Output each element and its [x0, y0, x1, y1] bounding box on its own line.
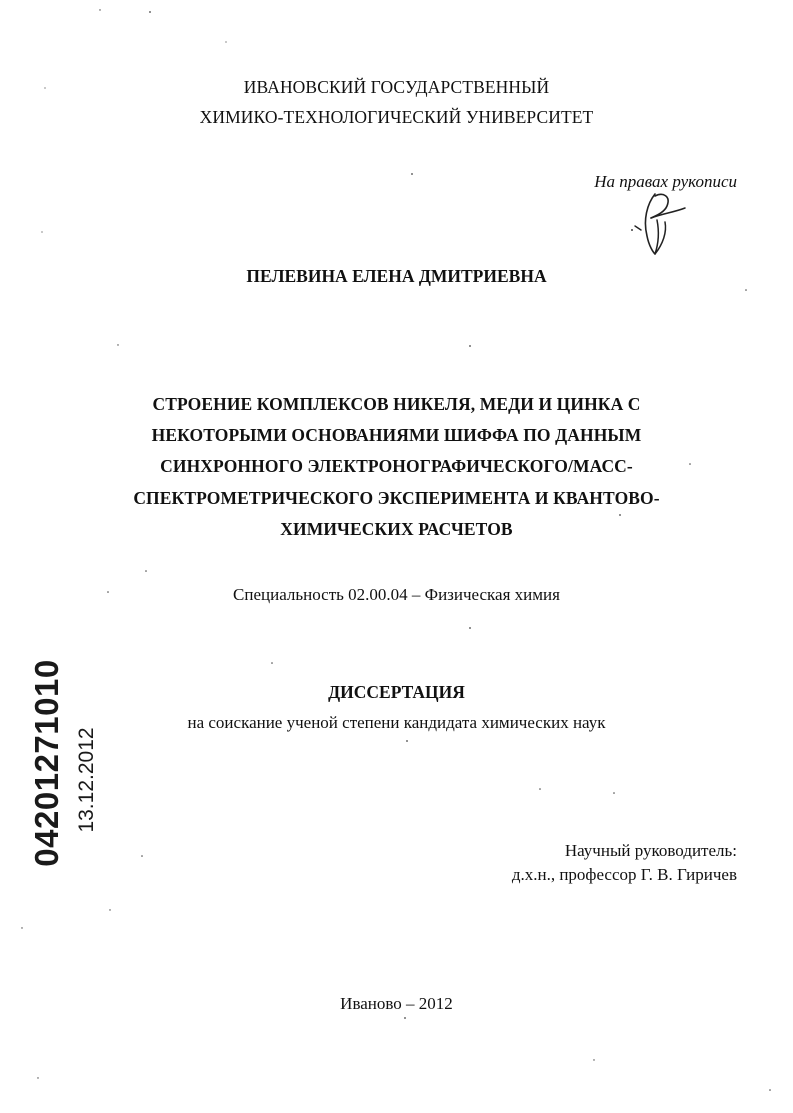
document-type: ДИССЕРТАЦИЯ	[328, 682, 465, 702]
supervisor-label: Научный руководитель:	[564, 841, 737, 860]
university-line-2: ХИМИКО-ТЕХНОЛОГИЧЕСКИЙ УНИВЕРСИТЕТ	[199, 107, 594, 127]
place-year: Иваново – 2012	[340, 994, 453, 1013]
title-line-5: ХИМИЧЕСКИХ РАСЧЕТОВ	[280, 519, 513, 539]
supervisor-name: д.х.н., профессор Г. В. Гиричев	[511, 865, 737, 884]
title-line-2: НЕКОТОРЫМИ ОСНОВАНИЯМИ ШИФФА ПО ДАННЫМ	[151, 425, 642, 445]
specialty: Специальность 02.00.04 – Физическая химия	[233, 585, 560, 604]
stamp-number: 04201271010	[28, 659, 65, 867]
university-line-1: ИВАНОВСКИЙ ГОСУДАРСТВЕННЫЙ	[243, 77, 550, 97]
title-line-1: СТРОЕНИЕ КОМПЛЕКСОВ НИКЕЛЯ, МЕДИ И ЦИНКА С	[152, 394, 641, 414]
signature-icon	[625, 186, 695, 258]
stamp-number-box	[25, 648, 69, 878]
author-name: ПЕЛЕВИНА ЕЛЕНА ДМИТРИЕВНА	[246, 266, 547, 286]
stamp-date: 13.12.2012	[75, 727, 98, 833]
title-line-3: СИНХРОННОГО ЭЛЕКТРОНОГРАФИЧЕСКОГО/МАСС-	[160, 456, 633, 476]
manuscript-note: На правах рукописи	[594, 172, 737, 191]
degree-line: на соискание ученой степени кандидата химических наук	[187, 713, 606, 732]
stamp-date-box	[72, 718, 102, 842]
title-line-4: СПЕКТРОМЕТРИЧЕСКОГО ЭКСПЕРИМЕНТА И КВАНТОВО-	[133, 488, 660, 508]
